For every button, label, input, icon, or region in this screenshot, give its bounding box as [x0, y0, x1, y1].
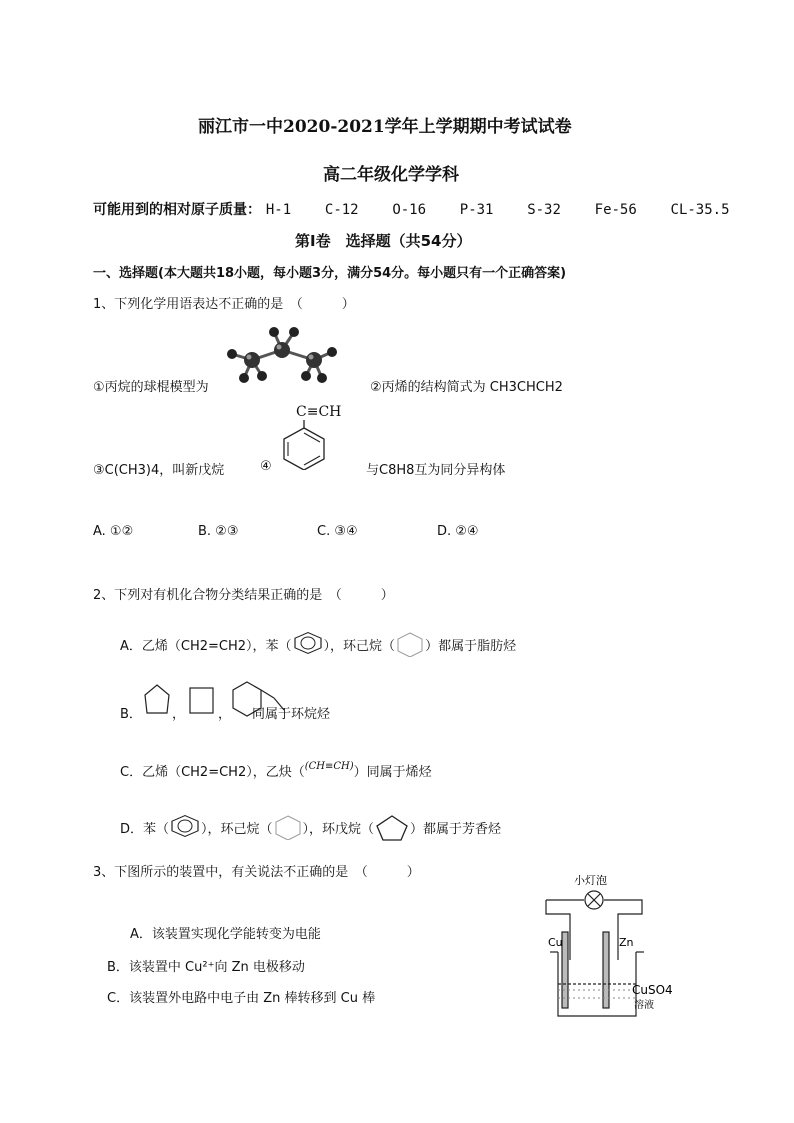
section-title: 第Ⅰ卷 选择题（共54分） — [295, 232, 472, 250]
q2-b-label[interactable]: B． — [120, 707, 142, 722]
section-instructions: 一、选择题(本大题共18小题，每小题3分，满分54分。每小题只有一个正确答案) — [93, 266, 567, 281]
cu-electrode-label: Cu — [548, 936, 563, 949]
q2-a-text-2: ），环己烷（ — [323, 639, 396, 654]
q2-option-c[interactable] — [120, 761, 432, 780]
phenylacetylene-label: C≡CH — [296, 404, 342, 420]
benzene-ring-icon — [278, 420, 330, 470]
q2-b-text: 同属于环烷烃 — [252, 707, 331, 722]
atomic-mass-Fe: Fe-56 — [594, 202, 637, 218]
benzene-icon — [292, 637, 324, 657]
cuso4-label: CuSO4 — [632, 983, 673, 997]
q2-c-text-1: C．乙烯（CH2=CH2），乙炔（ — [120, 765, 305, 780]
lamp-label: 小灯泡 — [574, 874, 607, 887]
q2-d-text-4: ）都属于芳香烃 — [410, 822, 502, 837]
cyclobutane-icon — [188, 686, 216, 716]
q1-answer-c[interactable]: C. ③④ — [317, 524, 358, 539]
cyclopentane-icon — [374, 820, 410, 840]
q2-d-text-2: ），环己烷（ — [201, 822, 273, 837]
q2-c-text-2: ）同属于烯烃 — [353, 765, 432, 780]
q3-stem: 3、下图所示的装置中，有关说法不正确的是 （ ） — [93, 865, 420, 880]
q2-b-comma-1: ， — [172, 707, 186, 722]
atomic-mass-label: 可能用到的相对原子质量： — [93, 202, 261, 218]
cyclohexane-icon — [273, 820, 303, 840]
q2-a-text-1: A．乙烯（CH2=CH2），苯（ — [120, 639, 292, 654]
q1-option-1: ①丙烷的球棍模型为 — [93, 380, 209, 395]
solution-note: 溶液 — [634, 1000, 654, 1011]
q2-a-text-3: ）都属于脂肪烃 — [425, 639, 517, 654]
galvanic-cell-diagram — [540, 870, 680, 1020]
atomic-mass-O: O-16 — [392, 202, 427, 218]
exam-title: 丽江市一中2020-2021学年上学期期中考试试卷 — [198, 117, 572, 137]
q2-d-text-3: ），环戊烷（ — [302, 822, 375, 837]
q2-d-text-1: D．苯（ — [120, 822, 170, 837]
atomic-mass-P: P-31 — [459, 202, 494, 218]
q1-option-4-prefix: ④ — [260, 459, 272, 474]
q2-option-d[interactable] — [120, 818, 501, 840]
q2-option-a[interactable] — [120, 635, 516, 657]
atomic-mass-line — [93, 199, 730, 219]
atomic-mass-C: C-12 — [324, 202, 359, 218]
q1-option-2: ②丙烯的结构简式为 CH3CHCH2 — [370, 380, 563, 395]
atomic-mass-H: H-1 — [265, 202, 292, 218]
acetylene-formula: (CH≡CH) — [304, 761, 354, 772]
q3-option-a[interactable]: A．该装置实现化学能转变为电能 — [130, 927, 321, 942]
q1-answer-d[interactable]: D. ②④ — [437, 524, 479, 539]
exam-subtitle: 高二年级化学学科 — [323, 165, 459, 185]
q2-stem: 2、下列对有机化合物分类结果正确的是 （ ） — [93, 588, 394, 603]
cyclohexane-icon — [395, 637, 425, 657]
q1-answer-b[interactable]: B. ②③ — [198, 524, 239, 539]
atomic-mass-S: S-32 — [527, 202, 561, 218]
q1-option-4-suffix: 与C8H8互为同分异构体 — [366, 463, 506, 478]
q3-option-b[interactable]: B．该装置中 Cu²⁺向 Zn 电极移动 — [107, 960, 305, 975]
q2-b-comma-2: ， — [218, 707, 232, 722]
propane-ball-stick-model — [222, 322, 342, 388]
q1-stem: 1、下列化学用语表达不正确的是 （ ） — [93, 297, 355, 312]
benzene-icon — [169, 820, 201, 840]
q3-option-c[interactable]: C．该装置外电路中电子由 Zn 棒转移到 Cu 棒 — [107, 991, 376, 1006]
atomic-mass-CL: CL-35.5 — [670, 202, 730, 218]
cyclopentane-house-icon — [143, 683, 171, 715]
zn-electrode-label: Zn — [619, 936, 634, 949]
q1-option-3: ③C(CH3)4，叫新戊烷 — [93, 463, 225, 478]
q1-answer-a[interactable]: A. ①② — [93, 524, 134, 539]
